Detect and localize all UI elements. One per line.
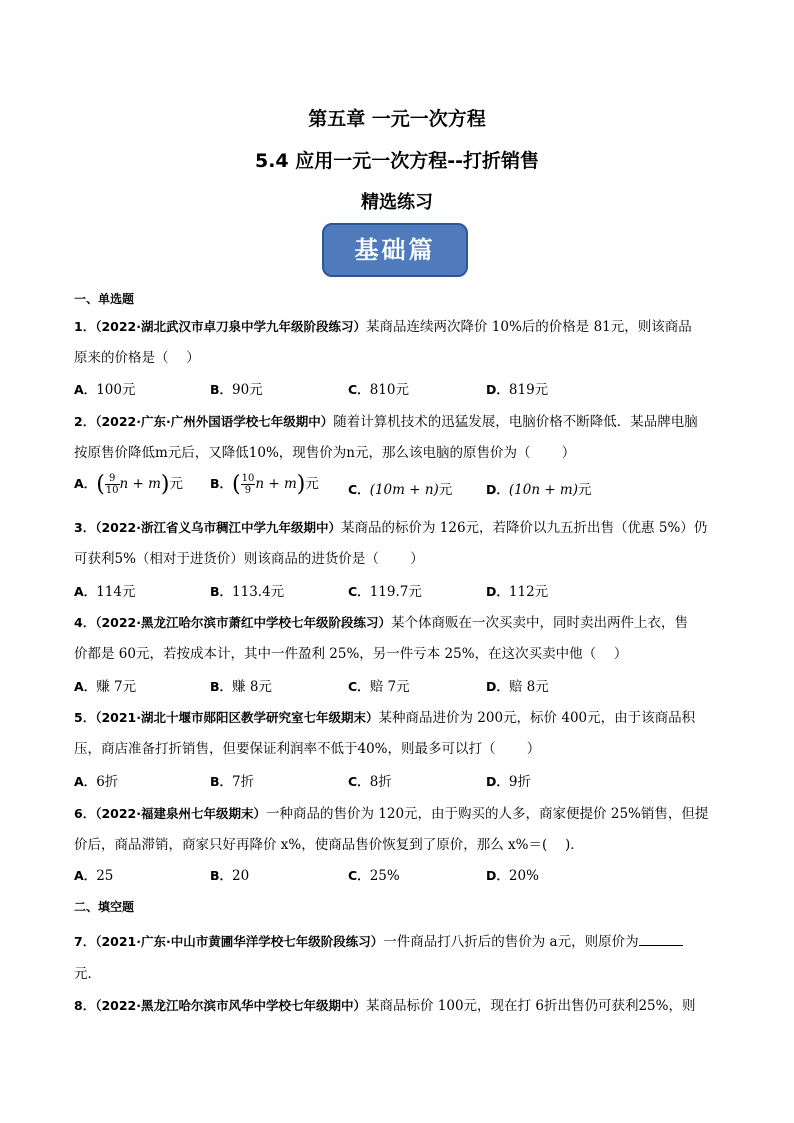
option-c[interactable]: C．119.7元 <box>348 584 422 600</box>
option-b[interactable]: B．7折 <box>210 774 255 790</box>
option-b[interactable]: B．赚 8元 <box>210 679 272 695</box>
question-2-line-1: 2．（2022·广东·广州外国语学校七年级期中）随着计算机技术的迅猛发展，电脑价格不断降低．某品牌电脑 <box>74 414 698 430</box>
question-5-options <box>74 770 734 792</box>
question-4-options <box>74 675 734 697</box>
question-8-line-1: 8．（2022·黑龙江哈尔滨市风华中学校七年级期中）某商品标价 100元，现在打 6折出售仍可获利25%，则 <box>74 998 696 1014</box>
level-badge: 基础篇 <box>322 223 468 277</box>
question-source: （2022·浙江省义乌市稠江中学九年级期中） <box>95 520 341 535</box>
option-c[interactable]: C．25% <box>348 868 400 884</box>
question-number: 1． <box>74 319 96 334</box>
option-b[interactable]: B．20 <box>210 868 250 884</box>
option-a[interactable]: A．25 <box>74 868 114 884</box>
question-7-line-1: 7．（2021·广东·中山市黄圃华洋学校七年级阶段练习）一件商品打八折后的售价为 a元，则原价为 <box>74 930 734 950</box>
question-source: （2022·福建泉州七年级期末） <box>95 806 266 821</box>
option-a[interactable]: A．6折 <box>74 774 119 790</box>
option-a[interactable]: A．100元 <box>74 382 136 398</box>
option-a[interactable]: A．114元 <box>74 584 136 600</box>
question-4-line-2: 价都是 60元，若按成本计，其中一件盈利 25%，另一件亏本 25%，在这次买卖中他（ ） <box>74 646 628 662</box>
option-a[interactable]: A．赚 7元 <box>74 679 137 695</box>
question-2-line-2: 按原售价降低m元后，又降低10%，现售价为n元，那么该电脑的原售价为（ ） <box>74 445 576 461</box>
question-5-line-1: 5．（2021·湖北十堰市郧阳区教学研究室七年级期末）某种商品进价为 200元，标价 400元，由于该商品积 <box>74 710 696 726</box>
option-c[interactable]: C．8折 <box>348 774 392 790</box>
option-b[interactable]: B．( $\frac{10}{9}$ n + m)元 <box>210 472 319 497</box>
question-1-options <box>74 378 734 400</box>
option-d[interactable]: D．112元 <box>486 584 549 600</box>
question-3-line-1: 3．（2022·浙江省义乌市稠江中学九年级期中）某商品的标价为 126元，若降价以九五折出售（优惠 5%）仍 <box>74 520 708 536</box>
question-source: （2022·广东·广州外国语学校七年级期中） <box>95 414 334 429</box>
question-3-options <box>74 580 734 602</box>
chapter-title: 第五章 一元一次方程 <box>308 108 486 130</box>
question-2-options <box>74 470 734 502</box>
section-title: 5.4 应用一元一次方程--打折销售 <box>254 150 540 172</box>
question-source: （2022·黑龙江哈尔滨市风华中学校七年级期中） <box>95 998 366 1013</box>
option-d[interactable]: D．819元 <box>486 382 549 398</box>
option-c[interactable]: C．810元 <box>348 382 409 398</box>
question-source: （2021·广东·中山市黄圃华洋学校七年级阶段练习） <box>95 934 384 949</box>
section-heading-single-choice: 一、单选题 <box>74 292 135 306</box>
question-5-line-2: 压，商店准备打折销售，但要保证利润率不低于40%，则最多可以打（ ） <box>74 741 541 757</box>
question-6-options <box>74 866 734 888</box>
question-6-line-2: 价后，商品滞销，商家只好再降价 x%，使商品售价恢复到了原价，那么 x%＝( )． <box>74 837 584 853</box>
question-7-line-2: 元． <box>74 966 101 982</box>
option-d[interactable]: D．9折 <box>486 774 531 790</box>
answer-blank[interactable] <box>639 933 683 946</box>
question-text: 某商品连续两次降价 10%后的价格是 81元，则该商品 <box>366 319 692 335</box>
option-c[interactable]: C．赔 7元 <box>348 679 410 695</box>
option-d[interactable]: D．20% <box>486 868 539 884</box>
question-source: （2021·湖北十堰市郧阳区教学研究室七年级期末） <box>95 710 379 725</box>
question-4-line-1: 4．（2022·黑龙江哈尔滨市萧红中学校七年级阶段练习）某个体商贩在一次买卖中，同时卖出两件上衣，售 <box>74 615 688 631</box>
option-b[interactable]: B．113.4元 <box>210 584 285 600</box>
question-source: （2022·黑龙江哈尔滨市萧红中学校七年级阶段练习） <box>95 615 391 630</box>
option-d[interactable]: D．(10n + m)元 <box>486 482 592 498</box>
option-b[interactable]: B．90元 <box>210 382 263 398</box>
option-a[interactable]: A．( $\frac{9}{10}$ n + m)元 <box>74 472 183 497</box>
option-d[interactable]: D．赔 8元 <box>486 679 549 695</box>
question-source: （2022·湖北武汉市卓刀泉中学九年级阶段练习） <box>95 319 366 334</box>
question-3-line-2: 可获利5%（相对于进货价）则该商品的进货价是（ ） <box>74 551 424 567</box>
section-heading-fill-blank: 二、填空题 <box>74 900 135 914</box>
question-1-line-1 <box>74 315 734 335</box>
page-subtitle: 精选练习 <box>361 192 433 213</box>
option-c[interactable]: C．(10m + n)元 <box>348 482 453 498</box>
question-1-line-2: 原来的价格是（ ） <box>74 350 200 366</box>
question-6-line-1: 6．（2022·福建泉州七年级期末）一种商品的售价为 120元，由于购买的人多，商家便提价 25%销售，但提 <box>74 806 709 822</box>
